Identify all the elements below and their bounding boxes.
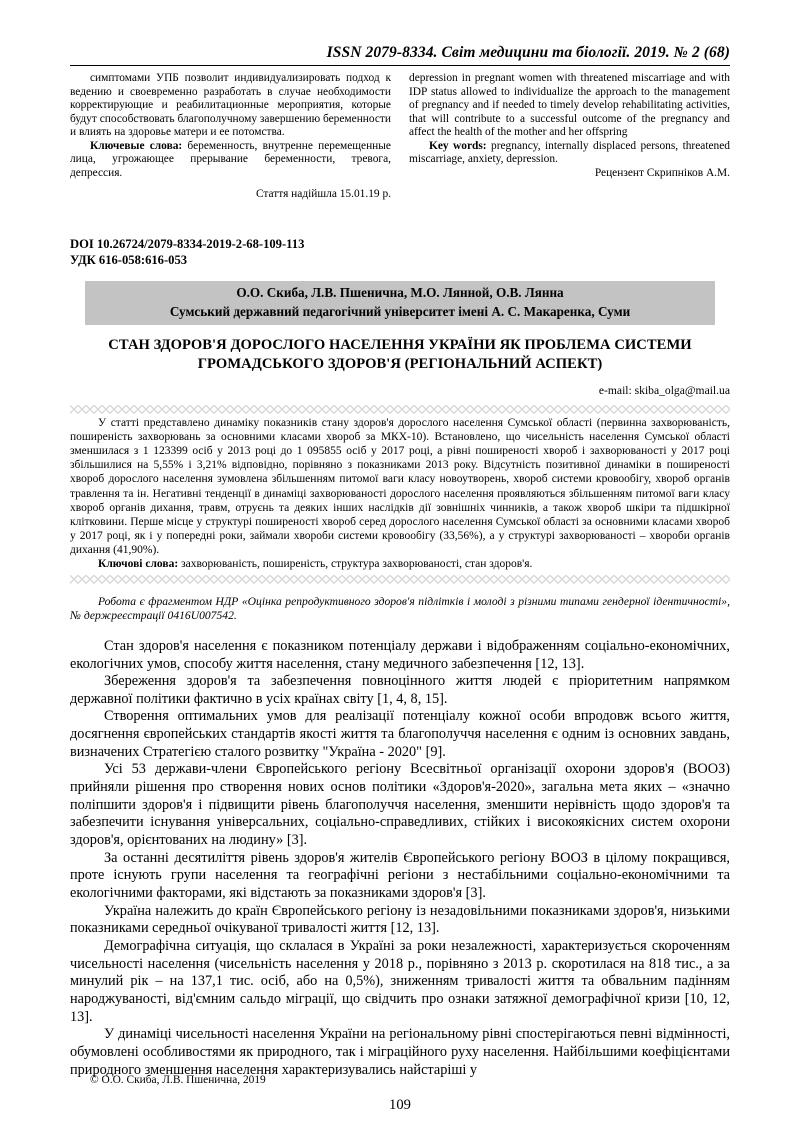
previous-keywords-en-text: pregnancy, internally displaced persons, threatened miscarriage, anxiety, depression. (409, 139, 730, 166)
article-title-line-2: ГРОМАДСЬКОГО ЗДОРОВ'Я (РЕГІОНАЛЬНИЙ АСПЕКТ) (197, 355, 603, 372)
abstract-bottom-wave-rule (70, 575, 730, 584)
copyright-line: © О.О. Скиба, Л.В. Пшенична, 2019 (90, 1074, 266, 1086)
body-paragraph: Збереження здоров'я та забезпечення повноцінного життя людей є пріоритетним напрямком державної політики фактично в усіх країнах світу [1, 4, 8, 15]. (70, 673, 730, 707)
previous-keywords-ru (70, 140, 391, 181)
abstract-keywords (70, 557, 730, 571)
body-paragraph: За останні десятиліття рівень здоров'я жителів Європейського регіону ВООЗ в цілому покращився, проте існують групи населення та географічні регіони з нестабільними соціально-економічними та екологічними факторами, які відстають за показниками здоров'я [3]. (70, 849, 730, 902)
previous-keywords-en-label: Key words: (429, 139, 487, 152)
identifier-block (70, 237, 730, 269)
body-paragraph: Стан здоров'я населення є показником потенціалу держави і відображенням соціально-економічних, екологічних умов, способу життя населення, стану медичного забезпечення [12, 13]. (70, 637, 730, 672)
body-paragraph: Усі 53 держави-члени Європейського регіону Всесвітньої організації охорони здоров'я (ВООЗ) прийняли рішення про створення нових основ політики «Здоров'я-2020», загальна мета яких – «значно поліпшити здоров'я і підвищити рівень благополуччя населення, зменшити нерівність щодо здоров'я та забезпечити існування універсальних, соціально-справедливих, стійких і високоякісних систем охорони здоров'я, орієнтованих на людину» [3]. (70, 761, 730, 849)
abstract-top-wave-rule (70, 405, 730, 414)
abstract-text: У статті представлено динаміку показників стану здоров'я дорослого населення Сумської області (первинна захворюваність, поширеність захворювань за основними класами хвороб за МКХ-10). Встановлено, що чисельність населення Сумської області зменшилася з 1 123399 осіб у 2013 році до 1 095855 осіб у 2017 році, а рівні поширеності хвороб і захворюваності у 2017 році збільшилися на 5,55% і 3,21% відповідно, порівняно з показниками 2013 року. Відсутність позитивної динаміки в поширеності хвороб дорослого населення зумовлена збільшенням питомої ваги класу новоутворень, хвороб системи кровообігу, хвороб органів травлення та ін. Негативні тенденції в динаміці захворюваності дорослого населення проявляються збільшенням питомої ваги класу хвороб органів дихання, травм, отруєнь та деяких інших наслідків дії зовнішніх чинників, а також хвороб шкіри та підшкірної клітковини. Перше місце у структурі поширеності хвороб серед дорослого населення Сумської області за основними класами хвороб у 2017 році, як і у попередні роки, займали хвороби системи кровообігу (33,56%), а у структурі захворюваності – хвороби органів дихання (41,90%). (70, 416, 730, 557)
body-paragraph: У динаміці чисельності населення України на регіональному рівні спостерігаються певні відмінності, обумовлені особливостями як природного, так і міграційного руху населення. Найбільшими коефіцієнтами природного зменшення населення характеризувались найстаріші у (70, 1026, 730, 1078)
body-paragraph: Створення оптимальних умов для реалізації потенціалу кожної особи впродовж всього життя, досягнення європейських стандартів якості життя та благополуччя населення є одним із основних завдань, визначених Стратегією сталого розвитку "Україна - 2020" [9]. (70, 708, 730, 760)
abstract-keywords-text: захворюваність, поширеність, структура захворюваності, стан здоров'я. (178, 558, 533, 571)
running-head-rule (70, 65, 730, 66)
previous-article-abstract (70, 72, 730, 201)
contact-email: e-mail: skiba_olga@mail.ua (598, 383, 730, 397)
funding-note: Робота є фрагментом НДР «Оцінка репродуктивного здоров'я підлітків і молоді з різними типами гендерної ідентичності», № держреєстрації 0416U007542. (70, 594, 730, 623)
previous-abstract-english (409, 72, 730, 201)
affiliation: Сумський державний педагогічний університет імені А. С. Макаренка, Суми (169, 303, 631, 319)
previous-received-date: Стаття надійшла 15.01.19 р. (255, 187, 391, 200)
page-footer (70, 1074, 730, 1086)
body-paragraph: Демографічна ситуація, що склалася в Україні за роки незалежності, характеризується скороченням чисельності населення (чисельність населення у 2018 р., порівняно з 2013 р. скоротилася на 818 тис., а за минулий рік – на 137,1 тис. осіб, або на 0,5%), зниженням тривалості життя та обвальним падінням народжуваності, від'ємним сальдо міграції, що свідчить про ознаки затяжної демографічної кризи [10, 12, 13]. (70, 938, 730, 1025)
doi-line: DOI 10.26724/2079-8334-2019-2-68-109-113 (70, 237, 305, 252)
previous-reviewer: Рецензент Скрипніков А.М. (594, 166, 730, 179)
abstract-keywords-label: Ключові слова: (98, 558, 179, 571)
previous-abstract-russian (70, 72, 391, 201)
previous-abstract-en-text: depression in pregnant women with threatened miscarriage and with IDP status allowed to individualize the approach to the management of pregnancy and if needed to timely develop rehabilitating activities, that will contribute to a successful outcome of the pregnancy and affect the health of the mother and her offspring (409, 72, 730, 139)
page-number: 109 (389, 1097, 411, 1113)
previous-keywords-en (409, 140, 730, 167)
article-body (70, 638, 730, 1079)
article-title-line-1: СТАН ЗДОРОВ'Я ДОРОСЛОГО НАСЕЛЕННЯ УКРАЇНИ ЯК ПРОБЛЕМА СИСТЕМИ (108, 337, 692, 354)
author-affiliation-band (85, 281, 715, 325)
author-list: О.О. Скиба, Л.В. Пшенична, М.О. Лянной, О.В. Лянна (236, 284, 564, 300)
previous-keywords-ru-text: беременность, внутренне перемещенные лица, угрожающее прерывание беременности, тревога, депрессия. (70, 139, 391, 179)
previous-abstract-ru-text: симптомами УПБ позволит индивидуализировать подход к ведению и своевременно разработать в случае необходимости корректирующие и реабилитационные мероприятия, которые будут способствовать благополучному завершению беременности и влиять на здоровье матери и ее потомства. (70, 72, 391, 139)
running-head: ISSN 2079-8334. Світ медицини та біології. 2019. № 2 (68) (326, 44, 730, 61)
previous-keywords-ru-label: Ключевые слова: (90, 139, 183, 152)
abstract-block (70, 416, 730, 572)
body-paragraph: Україна належить до країн Європейського регіону із незадовільними показниками здоров'я, низькими показниками середньої очікуваної тривалості життя [12, 13]. (70, 902, 730, 937)
article-title (70, 336, 730, 373)
udk-line: УДК 616-058:616-053 (70, 252, 188, 267)
